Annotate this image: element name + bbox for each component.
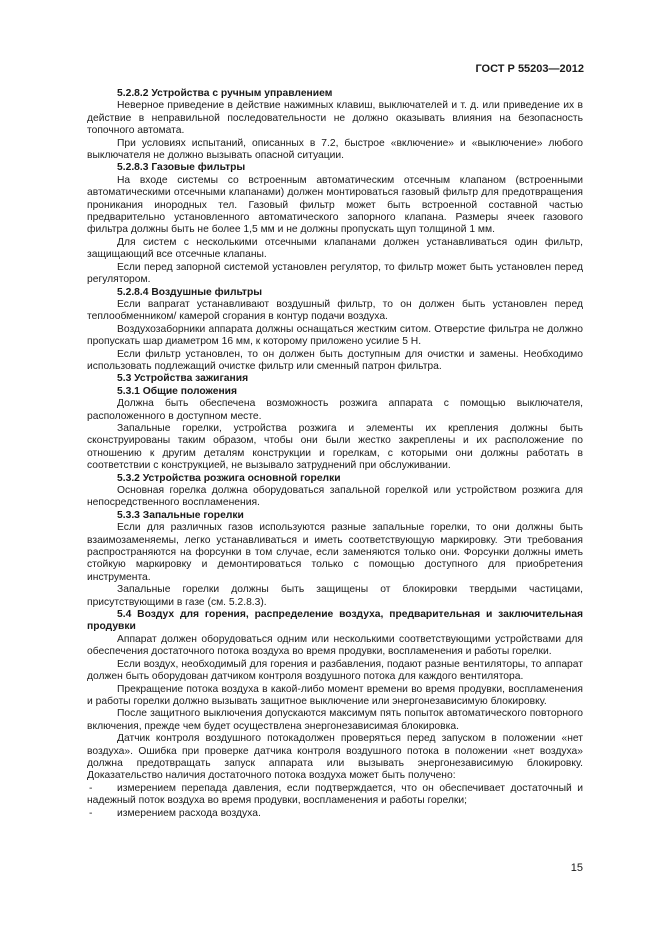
document-code: ГОСТ Р 55203—2012 — [475, 63, 584, 75]
section-heading: 5.3.3 Запальные горелки — [117, 509, 244, 521]
body-paragraph: Если фильтр установлен, то он должен быть доступным для очистки и замены. Необходимо использовать подлежащий очистке фильтр или сменный патрон фильтра. — [87, 348, 583, 372]
list-bullet: - — [89, 782, 93, 794]
section-heading: 5.4 Воздух для горения, распределение воздуха, предварительная и заключительная продувки — [87, 609, 583, 633]
page-number: 15 — [570, 862, 583, 874]
body-paragraph: Прекращение потока воздуха в какой-либо момент времени во время продувки, воспламенения и работы горелки должно вызывать защитное выключение или энергонезависимую блокировку. — [87, 683, 583, 707]
body-paragraph: Если перед запорной системой установлен регулятор, то фильтр может быть установлен перед регулятором. — [87, 261, 583, 286]
list-item-text: измерением расхода воздуха. — [117, 807, 261, 819]
body-paragraph: После защитного выключения допускаются максимум пять попыток автоматического повторного включения, прежде чем будет осуществлена энергонезависимая блокировка. — [87, 708, 583, 732]
body-paragraph: На входе системы со встроенным автоматическим отсечным клапаном (встроенными автоматическими отсечными клапанами) должен монтироваться газовый фильтр для предотвращения проникания инородных тел. Газовый фильтр может быть встроенной составной частью предварительно установленного автоматического запорного клапана. Размеры ячеек газового фильтра должны быть не более 1,5 мм и не должны пропускать щуп толщиной 1 мм. — [87, 174, 583, 236]
body-paragraph: Воздухозаборники аппарата должны оснащаться жестким ситом. Отверстие фильтра не должно пропускать шар диаметром 16 мм, к которому приложено усилие 5 Н. — [87, 323, 583, 348]
body-paragraph: Запальные горелки, устройства розжига и элементы их крепления должны быть сконструированы таким образом, чтобы они были жестко закреплены и их расположение по отношению к другим деталям конструкции и горелкам, с которыми они должны работать в соответствии с конструкцией, не вызывало затруднений при обслуживании. — [87, 422, 583, 472]
section-heading: 5.2.8.2 Устройства с ручным управлением — [117, 88, 333, 99]
body-paragraph: Неверное приведение в действие нажимных клавиш, выключателей и т. д. или приведение их в действие в неправильной последовательности не должно оказывать влияния на безопасность топочного автомата. — [87, 100, 583, 137]
document-body — [87, 88, 583, 820]
list-item — [87, 783, 583, 808]
section-heading: 5.2.8.4 Воздушные фильтры — [117, 286, 263, 298]
list-item-text: измерением перепада давления, если подтверждается, что он обеспечивает достаточный и надежный поток воздуха во время продувки, воспламенения и работы горелки; — [87, 782, 583, 807]
section-heading: 5.2.8.3 Газовые фильтры — [117, 162, 246, 174]
body-paragraph: Датчик контроля воздушного потокадолжен проверяться перед запуском в положении «нет воздуха». Ошибка при проверке датчика контроля воздушного потока в положении «нет воздуха» должна предотвращать запуск аппарата или вызывать энергонезависимую блокировку. Доказательство наличия достаточного потока воздуха может быть получено: — [87, 733, 583, 782]
body-paragraph: Если вапparат устанавливают воздушный фильтр, то он должен быть установлен перед теплообменником/ камерой сгорания в контур подачи воздуха. — [87, 298, 583, 323]
body-paragraph: Основная горелка должна оборудоваться запальной горелкой или устройством розжига для непосредственного воспламенения. — [87, 485, 583, 509]
section-heading: 5.3.2 Устройства розжига основной горелки — [117, 472, 341, 484]
body-paragraph: Для систем с несколькими отсечными клапанами должен устанавливаться один фильтр, защищающий все отсечные клапаны. — [87, 236, 583, 261]
section-heading: 5.3.1 Общие положения — [117, 385, 237, 397]
body-paragraph: При условиях испытаний, описанных в 7.2, быстрое «включение» и «выключение» любого выключателя не должно вызывать опасной ситуации. — [87, 137, 583, 162]
body-paragraph: Аппарат должен оборудоваться одним или несколькими соответствующими устройствами для обеспечения достаточного потока воздуха во время продувки, воспламенения и работы горелки. — [87, 633, 583, 658]
body-paragraph: Если воздух, необходимый для горения и разбавления, подают разные вентиляторы, то аппарат должен быть оборудован датчиком контроля воздушного потока для каждого вентилятора. — [87, 658, 583, 683]
body-paragraph: Должна быть обеспечена возможность розжига аппарата с помощью выключателя, расположенного в доступном месте. — [87, 398, 583, 422]
list-bullet: - — [89, 807, 93, 819]
list-item — [87, 808, 583, 820]
section-heading: 5.3 Устройства зажигания — [117, 373, 249, 385]
body-paragraph: Запальные горелки должны быть защищены от блокировки твердыми частицами, присутствующими в газе (см. 5.2.8.3). — [87, 584, 583, 608]
body-paragraph: Если для различных газов используются разные запальные горелки, то они должны быть взаимозаменяемы, легко устанавливаться и иметь соответствующую маркировку. Эти требования распространяются на форсунки в том случае, если заменяются только они. Форсунки должны иметь стойкую маркировку и демонтироваться только с помощью доступного для приобретения инструмента. — [87, 522, 583, 583]
